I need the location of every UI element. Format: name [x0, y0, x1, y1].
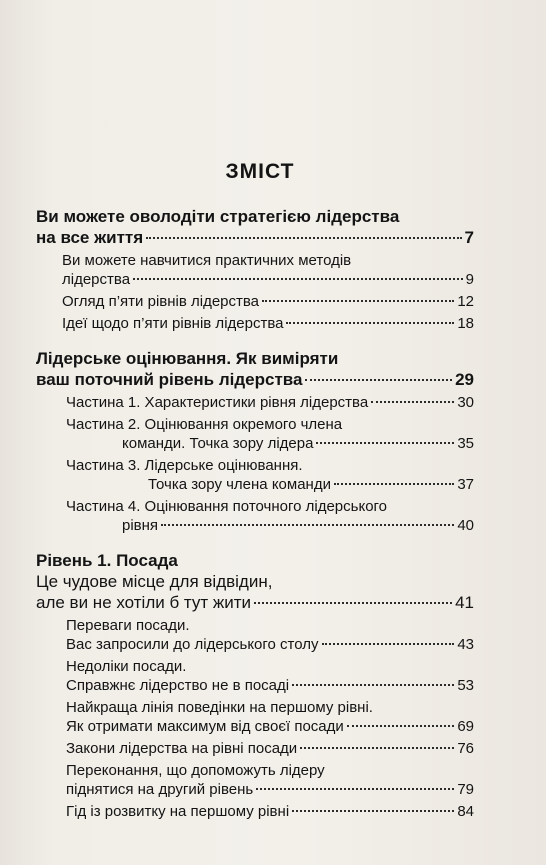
toc-section — [36, 348, 474, 535]
page-number: 37 — [457, 476, 474, 493]
section-heading-cont: але ви не хотіли б тут жити — [36, 593, 252, 612]
dot-leader — [305, 379, 452, 381]
page-number: 79 — [457, 781, 474, 798]
dot-leader — [133, 278, 463, 280]
page-number: 76 — [457, 740, 474, 757]
page-number: 43 — [457, 636, 474, 653]
page-number: 84 — [457, 803, 474, 820]
section-heading: Це чудове місце для відвідин, — [36, 572, 273, 591]
toc-item-label: команди. Точка зору лідера — [122, 435, 314, 452]
toc-entry[interactable] — [36, 780, 474, 799]
dot-leader — [286, 322, 454, 324]
toc-entry[interactable] — [36, 717, 474, 736]
toc-item-label: Ви можете навчитися практичних методів — [62, 252, 352, 269]
toc-entry[interactable] — [36, 516, 474, 535]
toc-item-label: лідерства — [62, 271, 131, 288]
toc-item-label: рівня — [122, 517, 159, 534]
page-number: 18 — [457, 315, 474, 332]
section-heading: Ви можете оволодіти стратегією лідерства — [36, 207, 400, 226]
section-heading: Лідерське оцінювання. Як виміряти — [36, 349, 339, 368]
toc-entry[interactable] — [36, 314, 474, 333]
toc-item-label: Вас запросили до лідерського столу — [66, 636, 319, 653]
toc-entry[interactable] — [36, 676, 474, 695]
toc-item-label: Переконання, що допоможуть лідеру — [66, 762, 325, 779]
page-number: 35 — [457, 435, 474, 452]
toc-item-label: Гід із розвитку на першому рівні — [66, 803, 290, 820]
dot-leader — [316, 442, 454, 444]
toc-item-label: Ідеї щодо п’яти рівнів лідерства — [62, 315, 284, 332]
dot-leader — [371, 401, 454, 403]
dot-leader — [256, 788, 454, 790]
toc-item-label: Найкраща лінія поведінки на першому рівні. — [66, 699, 373, 716]
page-number: 30 — [457, 394, 474, 411]
toc-entry[interactable] — [36, 292, 474, 311]
toc-item-label: Переваги посади. — [66, 617, 190, 634]
dot-leader — [347, 725, 455, 727]
toc-section — [36, 550, 474, 821]
page-number: 7 — [464, 228, 474, 247]
toc-item-label: Частина 4. Оцінювання поточного лідерського — [66, 498, 388, 515]
section-heading-cont: на все життя — [36, 228, 144, 247]
dot-leader — [262, 300, 454, 302]
page-number: 29 — [455, 370, 474, 389]
toc-entry[interactable] — [36, 592, 474, 613]
page-number: 40 — [457, 517, 474, 534]
dot-leader — [161, 524, 454, 526]
dot-leader — [334, 483, 454, 485]
toc-item-label: Справжнє лідерство не в посаді — [66, 677, 290, 694]
section-heading-cont: ваш поточний рівень лідерства — [36, 370, 303, 389]
dot-leader — [300, 747, 454, 749]
page-title: ЗМІСТ — [225, 160, 295, 183]
page-number: 53 — [457, 677, 474, 694]
toc-item-label: Закони лідерства на рівні посади — [66, 740, 298, 757]
toc-entry[interactable] — [36, 434, 474, 453]
page-number: 12 — [457, 293, 474, 310]
dot-leader — [146, 237, 461, 239]
toc-section — [36, 206, 474, 333]
page-number: 9 — [465, 271, 474, 288]
toc-entry[interactable] — [36, 739, 474, 758]
toc-item-label: Частина 3. Лідерське оцінювання. — [66, 457, 303, 474]
dot-leader — [292, 684, 454, 686]
toc-entry[interactable] — [36, 802, 474, 821]
toc-entry[interactable] — [36, 227, 474, 248]
level-label: Рівень 1. Посада — [36, 551, 178, 570]
toc-item-label: Точка зору члена команди — [148, 476, 331, 493]
toc-entry[interactable] — [36, 270, 474, 289]
dot-leader — [254, 602, 452, 604]
dot-leader — [292, 810, 454, 812]
toc-item-label: Частина 1. Характеристики рівня лідерства — [66, 394, 369, 411]
toc-entry[interactable] — [36, 635, 474, 654]
page-number: 69 — [457, 718, 474, 735]
toc-entry[interactable] — [36, 475, 474, 494]
toc-item-label: Частина 2. Оцінювання окремого члена — [66, 416, 343, 433]
page-number: 41 — [455, 593, 474, 612]
toc-item-label: піднятися на другий рівень — [66, 781, 254, 798]
toc-item-label: Огляд п’яти рівнів лідерства — [62, 293, 260, 310]
toc-entry[interactable] — [36, 369, 474, 390]
toc-item-label: Як отримати максимум від своєї посади — [66, 718, 344, 735]
toc-item-label: Недоліки посади. — [66, 658, 187, 675]
table-of-contents — [36, 160, 474, 831]
toc-entry[interactable] — [36, 393, 474, 412]
dot-leader — [322, 643, 455, 645]
